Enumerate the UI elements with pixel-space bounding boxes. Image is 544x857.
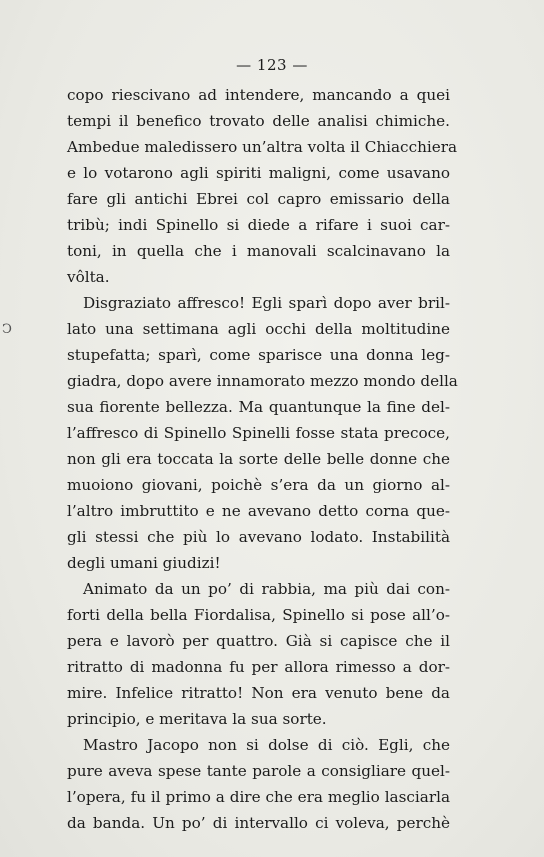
text-line: pure aveva spese tante parole a consigliare quel- — [67, 762, 450, 780]
text-line: da banda. Un po’ di intervallo ci voleva, perchè — [67, 814, 450, 832]
page-number: — 123 — — [236, 56, 308, 74]
text-line: e lo votarono agli spiriti maligni, come usavano — [67, 164, 450, 182]
text-line: Ambedue maledissero un’altra volta il Chiacchiera — [67, 138, 458, 156]
text-line: gli stessi che più lo avevano lodato. Instabilità — [67, 528, 450, 546]
margin-mark: Ↄ — [2, 322, 12, 337]
text-line: fare gli antichi Ebrei col capro emissario della — [67, 190, 450, 208]
text-line: copo riescivano ad intendere, mancando a quei — [67, 86, 450, 104]
text-line: stupefatta; sparì, come sparisce una donna leg- — [67, 346, 450, 364]
text-line: muoiono giovani, poichè s’era da un giorno al- — [67, 476, 450, 494]
text-line: l’affresco di Spinello Spinelli fosse stata precoce, — [67, 424, 450, 442]
text-line: Mastro Jacopo non si dolse di ciò. Egli, che — [83, 736, 450, 754]
text-line: forti della bella Fiordalisa, Spinello si pose all’o- — [67, 606, 450, 624]
text-line: ritratto di madonna fu per allora rimesso a dor- — [67, 658, 450, 676]
text-line: lato una settimana agli occhi della moltitudine — [67, 320, 450, 338]
text-line: principio, e meritava la sua sorte. — [67, 710, 327, 728]
text-line: vôlta. — [67, 268, 110, 286]
text-line: l’opera, fu il primo a dire che era meglio lasciarla — [67, 788, 450, 806]
text-line: tribù; indi Spinello si diede a rifare i suoi car- — [67, 216, 450, 234]
text-line: Disgraziato affresco! Egli sparì dopo aver bril- — [83, 294, 450, 312]
text-line: l’altro imbruttito e ne avevano detto corna que- — [67, 502, 450, 520]
text-line: tempi il benefico trovato delle analisi chimiche. — [67, 112, 450, 130]
text-line: degli umani giudizi! — [67, 554, 221, 572]
text-line: sua fiorente bellezza. Ma quantunque la fine del- — [67, 398, 450, 416]
text-line: toni, in quella che i manovali scalcinavano la — [67, 242, 450, 260]
text-line: non gli era toccata la sorte delle belle donne che — [67, 450, 450, 468]
text-line: Animato da un po’ di rabbia, ma più dai con- — [83, 580, 450, 598]
text-line: pera e lavorò per quattro. Già si capisce che il — [67, 632, 450, 650]
text-line: mire. Infelice ritratto! Non era venuto bene da — [67, 684, 450, 702]
text-line: giadra, dopo avere innamorato mezzo mondo della — [67, 372, 458, 390]
body-text — [67, 82, 458, 836]
